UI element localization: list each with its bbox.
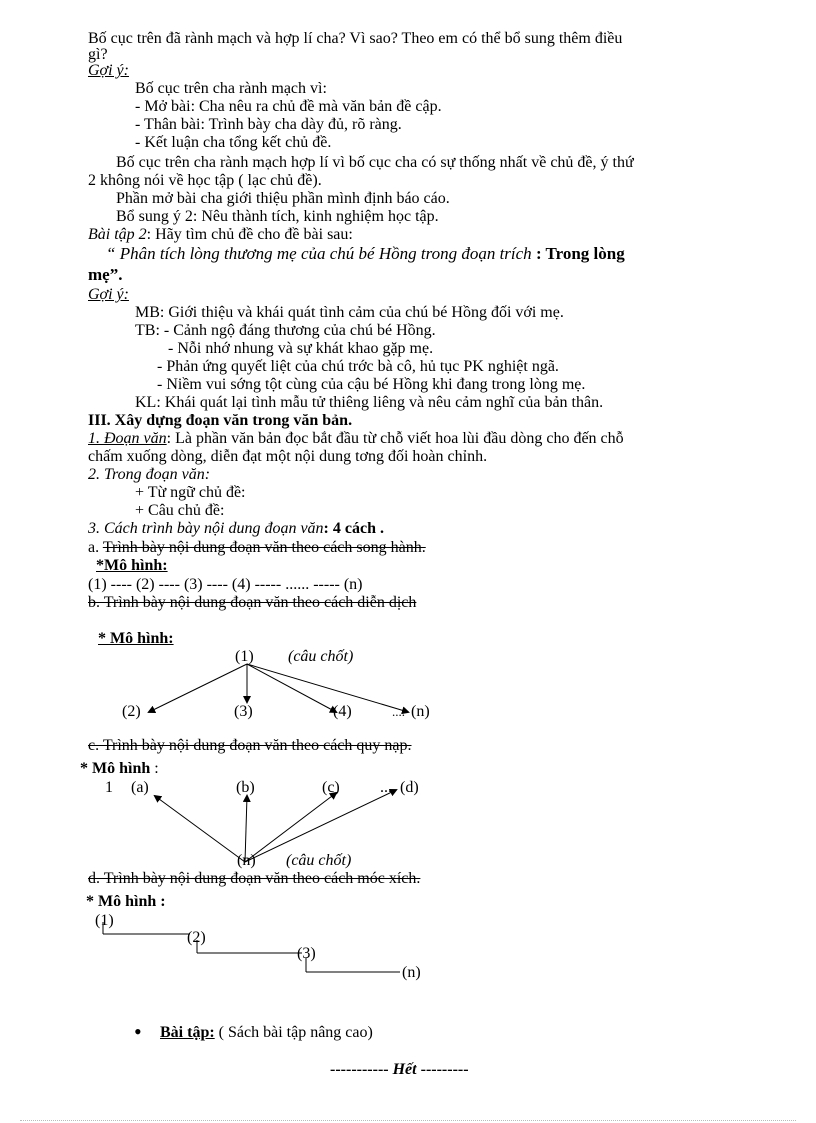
question-bold: : Trong lòng bbox=[531, 244, 625, 263]
hint-line: Bố cục trên cha rành mạch hợp lí vì bố cục cha có sự thống nhất về chủ đề, ý thứ bbox=[116, 154, 634, 171]
page-bottom-border bbox=[20, 1120, 796, 1121]
method-a-prefix: a. bbox=[88, 539, 103, 556]
question-text: Bố cục trên đã rành mạch và hợp lí cha? Vì sao? Theo em có thể bổ sung thêm điều bbox=[88, 30, 623, 47]
exercise-2-label: Bài tập 2 bbox=[88, 226, 147, 243]
node-c: (c) bbox=[322, 779, 340, 796]
model-label-b-text: * Mô hình: bbox=[98, 630, 174, 647]
hint-line: - Mở bài: Cha nêu ra chủ đề mà văn bản đề cập. bbox=[135, 98, 442, 115]
node-n: (n) bbox=[237, 852, 256, 869]
node-d: (d) bbox=[400, 779, 419, 796]
model-label-d: * Mô hình : bbox=[86, 893, 166, 910]
end-word: Hết bbox=[392, 1061, 417, 1078]
chain-node-2: (2) bbox=[187, 929, 206, 946]
exercise-2-text: : Hãy tìm chủ đề cho đề bài sau: bbox=[146, 226, 353, 243]
node-1: (1) bbox=[235, 648, 254, 665]
end-dashes-left: ----------- bbox=[330, 1061, 393, 1078]
hint-line: - Thân bài: Trình bày cha dày đủ, rõ ràng. bbox=[135, 116, 402, 133]
arrow-1-to-4 bbox=[247, 664, 336, 712]
arrow-1-to-2 bbox=[149, 664, 247, 712]
bullet-icon: • bbox=[134, 1019, 142, 1044]
exercise-reference bbox=[160, 1024, 373, 1042]
list-item: + Từ ngữ chủ đề: bbox=[135, 484, 246, 501]
model-label-c bbox=[80, 760, 159, 778]
hint-label: Gợi ý: bbox=[88, 286, 129, 303]
outline-tb-item: - Phản ứng quyết liệt của chú trớc bà cô, hủ tục PK nghiệt ngã. bbox=[157, 358, 559, 375]
node-a: (a) bbox=[131, 779, 149, 796]
subheading-bold: : 4 cách . bbox=[323, 520, 384, 537]
arrow-n-to-a bbox=[155, 796, 245, 862]
outline-kl: KL: Khái quát lại tình mẫu tử thiêng liêng và nêu cảm nghĩ của bản thân. bbox=[135, 394, 604, 411]
ellipsis: ... bbox=[380, 779, 392, 796]
node-4: (4) bbox=[333, 703, 352, 720]
model-label-c-text: Mô hình bbox=[92, 760, 151, 777]
subheading-italic: 3. Cách trình bày nội dung đoạn văn bbox=[88, 520, 324, 537]
section-heading: III. Xây dựng đoạn văn trong văn bản. bbox=[88, 412, 353, 429]
chain-node-1: (1) bbox=[95, 912, 114, 929]
end-dashes-right: --------- bbox=[416, 1061, 469, 1078]
model-label-c-colon: : bbox=[150, 760, 159, 777]
exercise-2-question-cont: mẹ”. bbox=[88, 265, 123, 284]
exercise-reference-label: Bài tập: bbox=[160, 1024, 215, 1041]
hint-line: Bố cục trên cha rành mạch vì: bbox=[135, 80, 327, 97]
method-b: b. Trình bày nội dung đoạn văn theo cách diễn dịch bbox=[88, 594, 417, 611]
hint-line: - Kết luận cha tổng kết chủ đề. bbox=[135, 134, 332, 151]
list-item: + Câu chủ đề: bbox=[135, 502, 225, 519]
definition-text-cont: chấm xuống dòng, diễn đạt một nội dung tơng đối hoàn chỉnh. bbox=[88, 448, 488, 465]
question-text-cont: gì? bbox=[88, 46, 108, 63]
method-a-text: Trình bày nội dung đoạn văn theo cách song hành. bbox=[102, 539, 426, 556]
sequence-model: (1) ---- (2) ---- (3) ---- (4) ----- ...... ----- (n) bbox=[88, 576, 363, 593]
method-d: d. Trình bày nội dung đoạn văn theo cách móc xích. bbox=[88, 870, 421, 887]
subheading: 2. Trong đoạn văn: bbox=[88, 466, 211, 483]
node-b: (b) bbox=[236, 779, 255, 796]
node-2: (2) bbox=[122, 703, 141, 720]
outline-tb-item: - Niềm vui sớng tột cùng của cậu bé Hồng khi đang trong lòng mẹ. bbox=[157, 376, 586, 393]
end-marker bbox=[330, 1061, 469, 1079]
node-3: (3) bbox=[234, 703, 253, 720]
chain-node-3: (3) bbox=[297, 945, 316, 962]
definition-label: 1. Đoạn văn bbox=[88, 430, 167, 447]
hint-line: Phần mở bài cha giới thiệu phần mình định báo cáo. bbox=[116, 190, 450, 207]
node-n: (n) bbox=[411, 703, 430, 720]
exercise-reference-text: ( Sách bài tập nâng cao) bbox=[214, 1024, 373, 1041]
key-sentence-note: (câu chốt) bbox=[286, 852, 352, 869]
key-sentence-note: (câu chốt) bbox=[288, 648, 354, 665]
question-italic: “ Phân tích lòng thương mẹ của chú bé Hồng trong đoạn trích bbox=[106, 244, 532, 263]
chain-node-n: (n) bbox=[402, 964, 421, 981]
hint-line: Bổ sung ý 2: Nêu thành tích, kinh nghiệm học tập. bbox=[116, 208, 439, 225]
outline-tb-item: - Nỗi nhớ nhung và sự khát khao gặp mẹ. bbox=[168, 340, 434, 357]
model-label-a-text: *Mô hình: bbox=[96, 557, 168, 574]
outline-tb: TB: - Cảnh ngộ đáng thương của chú bé Hồng. bbox=[135, 322, 436, 339]
hint-label: Gợi ý: bbox=[88, 62, 129, 79]
ellipsis: .... bbox=[392, 704, 405, 719]
model-label-c-star: * bbox=[80, 760, 92, 777]
arrow-1-to-n bbox=[247, 664, 408, 712]
hint-line: 2 không nói về học tập ( lạc chủ đề). bbox=[88, 172, 322, 189]
outline-mb: MB: Giới thiệu và khái quát tình cảm của chú bé Hồng đối với mẹ. bbox=[135, 304, 564, 321]
definition-text: : Là phần văn bản đọc bắt đầu từ chỗ viết hoa lùi đầu dòng cho đến chỗ bbox=[166, 430, 624, 447]
numeral-1: 1 bbox=[105, 779, 113, 796]
method-c: c. Trình bày nội dung đoạn văn theo cách quy nạp. bbox=[88, 737, 412, 754]
